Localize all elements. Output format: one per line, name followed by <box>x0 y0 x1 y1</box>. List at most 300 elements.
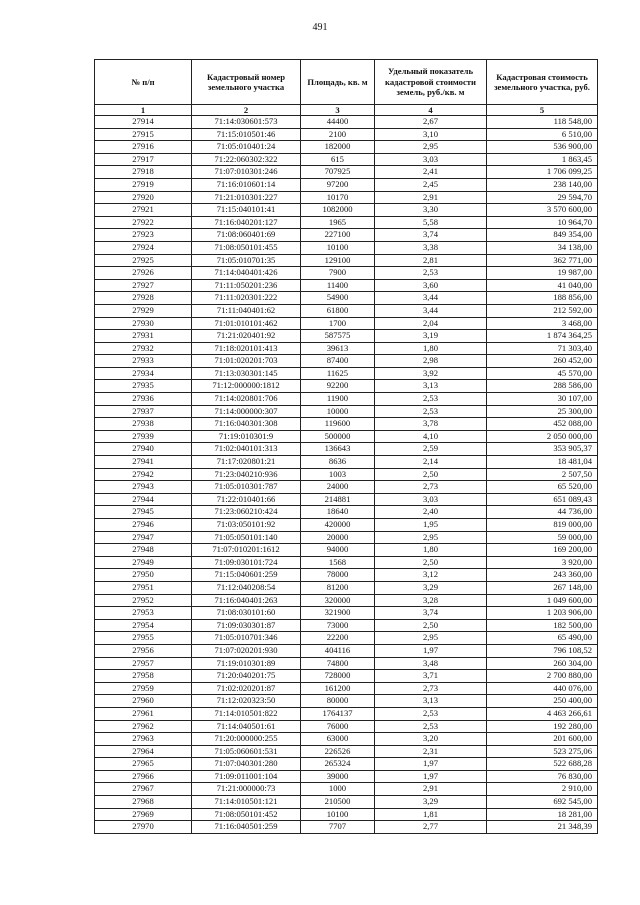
cell-unit-value: 2,91 <box>375 191 487 204</box>
cell-unit-value: 2,53 <box>375 720 487 733</box>
table-row <box>95 393 598 406</box>
cell-cadastral-number: 71:05:010701:35 <box>192 254 301 267</box>
table-row <box>95 581 598 594</box>
cell-area: 129100 <box>301 254 375 267</box>
cell-area: 1700 <box>301 317 375 330</box>
cell-cadastral-value: 440 076,00 <box>487 682 598 695</box>
cell-unit-value: 2,91 <box>375 783 487 796</box>
cell-unit-value: 3,19 <box>375 330 487 343</box>
cell-cadastral-number: 71:09:030301:87 <box>192 619 301 632</box>
cell-cadastral-number: 71:01:010101:462 <box>192 317 301 330</box>
cell-cadastral-value: 260 452,00 <box>487 355 598 368</box>
cell-unit-value: 1,80 <box>375 544 487 557</box>
cell-area: 61800 <box>301 304 375 317</box>
table-row <box>95 808 598 821</box>
cell-unit-value: 2,14 <box>375 456 487 469</box>
cell-cadastral-value: 1 049 600,00 <box>487 594 598 607</box>
cell-unit-value: 3,20 <box>375 733 487 746</box>
cell-unit-value: 2,98 <box>375 355 487 368</box>
cell-area: 321900 <box>301 607 375 620</box>
table-row <box>95 405 598 418</box>
cell-cadastral-value: 1 863,45 <box>487 153 598 166</box>
cell-cadastral-value: 169 200,00 <box>487 544 598 557</box>
cell-cadastral-value: 3 570 600,00 <box>487 204 598 217</box>
column-number-row <box>95 105 598 116</box>
cell-cadastral-number: 71:21:000000:73 <box>192 783 301 796</box>
cell-cadastral-number: 71:14:010501:121 <box>192 796 301 809</box>
cell-cadastral-number: 71:16:040401:263 <box>192 594 301 607</box>
cell-area: 39613 <box>301 342 375 355</box>
table-row <box>95 695 598 708</box>
cell-unit-value: 2,73 <box>375 682 487 695</box>
table-row <box>95 229 598 242</box>
cell-area: 11400 <box>301 279 375 292</box>
cell-cadastral-number: 71:13:030301:145 <box>192 367 301 380</box>
cell-cadastral-number: 71:08:050101:452 <box>192 808 301 821</box>
cell-index: 27951 <box>95 581 192 594</box>
table-row <box>95 770 598 783</box>
cell-index: 27916 <box>95 141 192 154</box>
cell-index: 27924 <box>95 241 192 254</box>
cell-cadastral-number: 71:21:020401:92 <box>192 330 301 343</box>
cell-index: 27969 <box>95 808 192 821</box>
cell-cadastral-number: 71:11:040401:62 <box>192 304 301 317</box>
cell-cadastral-number: 71:16:010601:14 <box>192 178 301 191</box>
cell-cadastral-value: 18 481,04 <box>487 456 598 469</box>
cell-cadastral-number: 71:19:010301:9 <box>192 430 301 443</box>
cell-area: 10170 <box>301 191 375 204</box>
cell-cadastral-number: 71:05:050101:140 <box>192 531 301 544</box>
table-row <box>95 544 598 557</box>
cell-unit-value: 3,38 <box>375 241 487 254</box>
header-unit-value: Удельный показатель кадастровой стоимости земель, руб./кв. м <box>375 60 487 105</box>
cell-index: 27946 <box>95 519 192 532</box>
cadastral-value-table <box>94 59 598 834</box>
cell-index: 27940 <box>95 443 192 456</box>
table-body <box>95 116 598 834</box>
cell-area: 81200 <box>301 581 375 594</box>
table-row <box>95 531 598 544</box>
cell-cadastral-number: 71:15:010501:46 <box>192 128 301 141</box>
cell-index: 27948 <box>95 544 192 557</box>
cell-unit-value: 3,13 <box>375 695 487 708</box>
cell-unit-value: 3,60 <box>375 279 487 292</box>
cell-unit-value: 3,28 <box>375 594 487 607</box>
table-row <box>95 657 598 670</box>
table-row <box>95 292 598 305</box>
cell-cadastral-number: 71:08:050101:455 <box>192 241 301 254</box>
table-row <box>95 380 598 393</box>
table-row <box>95 758 598 771</box>
cell-unit-value: 2,50 <box>375 619 487 632</box>
cell-cadastral-number: 71:16:040201:127 <box>192 216 301 229</box>
cell-cadastral-value: 3 920,00 <box>487 556 598 569</box>
cell-area: 1568 <box>301 556 375 569</box>
cell-area: 39000 <box>301 770 375 783</box>
cell-index: 27927 <box>95 279 192 292</box>
cell-cadastral-number: 71:12:000000:1812 <box>192 380 301 393</box>
cell-cadastral-value: 2 910,00 <box>487 783 598 796</box>
cell-area: 214881 <box>301 493 375 506</box>
cell-area: 63000 <box>301 733 375 746</box>
cell-cadastral-value: 65 490,00 <box>487 632 598 645</box>
column-number: 2 <box>192 105 301 116</box>
cell-index: 27935 <box>95 380 192 393</box>
cell-index: 27950 <box>95 569 192 582</box>
cell-cadastral-value: 192 280,00 <box>487 720 598 733</box>
cell-cadastral-value: 6 510,00 <box>487 128 598 141</box>
cell-area: 500000 <box>301 430 375 443</box>
table-row <box>95 141 598 154</box>
cell-area: 20000 <box>301 531 375 544</box>
cell-cadastral-value: 267 148,00 <box>487 581 598 594</box>
cell-unit-value: 3,30 <box>375 204 487 217</box>
cell-area: 54900 <box>301 292 375 305</box>
cell-area: 7900 <box>301 267 375 280</box>
cell-index: 27922 <box>95 216 192 229</box>
cell-cadastral-value: 3 468,00 <box>487 317 598 330</box>
cell-area: 404116 <box>301 644 375 657</box>
table-row <box>95 506 598 519</box>
cell-area: 226526 <box>301 745 375 758</box>
cell-index: 27943 <box>95 481 192 494</box>
cell-index: 27966 <box>95 770 192 783</box>
cell-area: 136643 <box>301 443 375 456</box>
cell-unit-value: 2,95 <box>375 632 487 645</box>
table-row <box>95 204 598 217</box>
cell-cadastral-number: 71:16:040301:308 <box>192 418 301 431</box>
cell-cadastral-number: 71:02:040101:313 <box>192 443 301 456</box>
cell-cadastral-number: 71:15:040101:41 <box>192 204 301 217</box>
table-row <box>95 330 598 343</box>
cell-area: 22200 <box>301 632 375 645</box>
table-row <box>95 783 598 796</box>
cell-cadastral-number: 71:23:060210:424 <box>192 506 301 519</box>
cell-cadastral-value: 2 050 000,00 <box>487 430 598 443</box>
table-row <box>95 796 598 809</box>
header-cadastral-number: Кадастровый номер земельного участка <box>192 60 301 105</box>
cell-cadastral-value: 21 348,39 <box>487 821 598 834</box>
cell-cadastral-number: 71:05:010701:346 <box>192 632 301 645</box>
cell-unit-value: 2,73 <box>375 481 487 494</box>
cell-index: 27962 <box>95 720 192 733</box>
table-row <box>95 821 598 834</box>
cell-index: 27941 <box>95 456 192 469</box>
cell-unit-value: 2,53 <box>375 267 487 280</box>
cell-index: 27930 <box>95 317 192 330</box>
cell-unit-value: 3,78 <box>375 418 487 431</box>
cell-index: 27964 <box>95 745 192 758</box>
cell-cadastral-number: 71:08:030101:60 <box>192 607 301 620</box>
cell-cadastral-number: 71:20:000000:255 <box>192 733 301 746</box>
cell-cadastral-number: 71:03:050101:92 <box>192 519 301 532</box>
column-number: 1 <box>95 105 192 116</box>
cell-unit-value: 2,67 <box>375 116 487 129</box>
cell-area: 728000 <box>301 670 375 683</box>
cell-index: 27938 <box>95 418 192 431</box>
cell-cadastral-value: 44 736,00 <box>487 506 598 519</box>
cell-unit-value: 3,74 <box>375 607 487 620</box>
cell-cadastral-number: 71:11:050201:236 <box>192 279 301 292</box>
cell-index: 27925 <box>95 254 192 267</box>
cell-area: 87400 <box>301 355 375 368</box>
cell-index: 27953 <box>95 607 192 620</box>
cell-cadastral-number: 71:23:040210:936 <box>192 468 301 481</box>
table-row <box>95 317 598 330</box>
cell-cadastral-number: 71:02:020201:87 <box>192 682 301 695</box>
table-row <box>95 355 598 368</box>
cell-cadastral-value: 18 281,00 <box>487 808 598 821</box>
cell-unit-value: 5,58 <box>375 216 487 229</box>
cell-cadastral-value: 796 108,52 <box>487 644 598 657</box>
cell-index: 27920 <box>95 191 192 204</box>
table-row <box>95 254 598 267</box>
cell-cadastral-value: 651 089,43 <box>487 493 598 506</box>
column-number: 3 <box>301 105 375 116</box>
cell-area: 2100 <box>301 128 375 141</box>
cell-cadastral-number: 71:12:040208:54 <box>192 581 301 594</box>
cell-cadastral-value: 34 138,00 <box>487 241 598 254</box>
cell-cadastral-value: 288 586,00 <box>487 380 598 393</box>
cell-cadastral-value: 76 830,00 <box>487 770 598 783</box>
cell-area: 24000 <box>301 481 375 494</box>
cell-unit-value: 3,74 <box>375 229 487 242</box>
cell-cadastral-value: 819 000,00 <box>487 519 598 532</box>
table-row <box>95 481 598 494</box>
cell-cadastral-value: 692 545,00 <box>487 796 598 809</box>
table-row <box>95 279 598 292</box>
table-row <box>95 116 598 129</box>
cell-cadastral-number: 71:14:030601:573 <box>192 116 301 129</box>
cell-index: 27928 <box>95 292 192 305</box>
cell-cadastral-value: 59 000,00 <box>487 531 598 544</box>
cell-index: 27939 <box>95 430 192 443</box>
cell-cadastral-number: 71:05:060601:531 <box>192 745 301 758</box>
cell-cadastral-value: 238 140,00 <box>487 178 598 191</box>
cell-cadastral-number: 71:05:010301:787 <box>192 481 301 494</box>
cell-area: 1003 <box>301 468 375 481</box>
cell-unit-value: 3,44 <box>375 304 487 317</box>
cell-area: 10100 <box>301 808 375 821</box>
cell-cadastral-number: 71:09:011001:104 <box>192 770 301 783</box>
cell-index: 27955 <box>95 632 192 645</box>
cell-cadastral-value: 118 548,00 <box>487 116 598 129</box>
cell-unit-value: 3,03 <box>375 153 487 166</box>
cell-area: 94000 <box>301 544 375 557</box>
cell-cadastral-value: 1 203 906,00 <box>487 607 598 620</box>
table-row <box>95 594 598 607</box>
cell-unit-value: 2,77 <box>375 821 487 834</box>
cell-index: 27947 <box>95 531 192 544</box>
cell-area: 161200 <box>301 682 375 695</box>
cell-cadastral-value: 10 964,70 <box>487 216 598 229</box>
cell-cadastral-value: 4 463 266,61 <box>487 707 598 720</box>
cell-unit-value: 3,03 <box>375 493 487 506</box>
cell-index: 27929 <box>95 304 192 317</box>
cell-index: 27923 <box>95 229 192 242</box>
table-row <box>95 430 598 443</box>
cell-cadastral-value: 29 594,70 <box>487 191 598 204</box>
cell-cadastral-value: 353 905,37 <box>487 443 598 456</box>
cell-cadastral-value: 71 303,40 <box>487 342 598 355</box>
cell-unit-value: 1,97 <box>375 758 487 771</box>
cell-index: 27954 <box>95 619 192 632</box>
cell-index: 27944 <box>95 493 192 506</box>
cell-unit-value: 2,53 <box>375 393 487 406</box>
table-row <box>95 367 598 380</box>
cell-area: 78000 <box>301 569 375 582</box>
cell-cadastral-value: 260 304,00 <box>487 657 598 670</box>
cell-cadastral-number: 71:14:020801:706 <box>192 393 301 406</box>
table-row <box>95 745 598 758</box>
cell-area: 18640 <box>301 506 375 519</box>
table-row <box>95 493 598 506</box>
cell-cadastral-value: 41 040,00 <box>487 279 598 292</box>
cell-area: 265324 <box>301 758 375 771</box>
table-row <box>95 342 598 355</box>
cell-area: 615 <box>301 153 375 166</box>
cell-cadastral-value: 188 856,00 <box>487 292 598 305</box>
cell-unit-value: 3,10 <box>375 128 487 141</box>
cell-area: 10100 <box>301 241 375 254</box>
table-row <box>95 166 598 179</box>
cell-cadastral-number: 71:22:060302:322 <box>192 153 301 166</box>
cell-unit-value: 2,31 <box>375 745 487 758</box>
cell-cadastral-number: 71:07:040301:280 <box>192 758 301 771</box>
cell-index: 27949 <box>95 556 192 569</box>
cell-cadastral-number: 71:15:040601:259 <box>192 569 301 582</box>
cell-cadastral-number: 71:14:040401:426 <box>192 267 301 280</box>
cell-cadastral-value: 19 987,00 <box>487 267 598 280</box>
cell-cadastral-value: 1 874 364,25 <box>487 330 598 343</box>
cell-area: 1082000 <box>301 204 375 217</box>
cell-unit-value: 2,41 <box>375 166 487 179</box>
cell-index: 27961 <box>95 707 192 720</box>
cell-unit-value: 1,97 <box>375 770 487 783</box>
cell-index: 27963 <box>95 733 192 746</box>
cell-index: 27931 <box>95 330 192 343</box>
cell-unit-value: 1,80 <box>375 342 487 355</box>
cell-unit-value: 1,81 <box>375 808 487 821</box>
cell-area: 10000 <box>301 405 375 418</box>
table-row <box>95 670 598 683</box>
table-row <box>95 682 598 695</box>
cell-cadastral-value: 522 688,28 <box>487 758 598 771</box>
cell-cadastral-number: 71:14:000000:307 <box>192 405 301 418</box>
cell-unit-value: 3,29 <box>375 796 487 809</box>
cell-cadastral-value: 243 360,00 <box>487 569 598 582</box>
cell-area: 1764137 <box>301 707 375 720</box>
cell-area: 420000 <box>301 519 375 532</box>
cell-cadastral-value: 25 300,00 <box>487 405 598 418</box>
table-row <box>95 456 598 469</box>
cell-index: 27967 <box>95 783 192 796</box>
cell-area: 320000 <box>301 594 375 607</box>
header-row <box>95 60 598 105</box>
cell-cadastral-number: 71:22:010401:66 <box>192 493 301 506</box>
cell-area: 119600 <box>301 418 375 431</box>
cell-unit-value: 2,50 <box>375 556 487 569</box>
table-row <box>95 733 598 746</box>
column-number: 4 <box>375 105 487 116</box>
cell-cadastral-number: 71:14:010501:822 <box>192 707 301 720</box>
cell-area: 182000 <box>301 141 375 154</box>
cell-index: 27970 <box>95 821 192 834</box>
cell-index: 27914 <box>95 116 192 129</box>
cell-cadastral-value: 1 706 099,25 <box>487 166 598 179</box>
cell-index: 27921 <box>95 204 192 217</box>
cell-cadastral-number: 71:07:010301:246 <box>192 166 301 179</box>
cell-cadastral-value: 523 275,06 <box>487 745 598 758</box>
table-row <box>95 468 598 481</box>
cell-cadastral-value: 2 507,50 <box>487 468 598 481</box>
cell-unit-value: 2,04 <box>375 317 487 330</box>
cell-area: 11900 <box>301 393 375 406</box>
cell-index: 27968 <box>95 796 192 809</box>
cell-area: 76000 <box>301 720 375 733</box>
cell-cadastral-value: 849 354,00 <box>487 229 598 242</box>
table-row <box>95 178 598 191</box>
table-row <box>95 519 598 532</box>
cell-cadastral-number: 71:09:030101:724 <box>192 556 301 569</box>
cell-cadastral-number: 71:19:010301:89 <box>192 657 301 670</box>
cell-unit-value: 3,12 <box>375 569 487 582</box>
cell-area: 1000 <box>301 783 375 796</box>
cell-index: 27937 <box>95 405 192 418</box>
table-row <box>95 191 598 204</box>
cell-cadastral-number: 71:21:010301:227 <box>192 191 301 204</box>
cell-index: 27918 <box>95 166 192 179</box>
cell-index: 27965 <box>95 758 192 771</box>
cell-unit-value: 1,97 <box>375 644 487 657</box>
cell-index: 27926 <box>95 267 192 280</box>
cell-unit-value: 4,10 <box>375 430 487 443</box>
cell-area: 11625 <box>301 367 375 380</box>
cell-cadastral-number: 71:17:020801:21 <box>192 456 301 469</box>
cell-cadastral-number: 71:12:020323:50 <box>192 695 301 708</box>
table-row <box>95 216 598 229</box>
cell-unit-value: 3,48 <box>375 657 487 670</box>
cell-area: 227100 <box>301 229 375 242</box>
cell-cadastral-value: 45 570,00 <box>487 367 598 380</box>
cell-area: 73000 <box>301 619 375 632</box>
cell-unit-value: 3,29 <box>375 581 487 594</box>
cell-index: 27956 <box>95 644 192 657</box>
cell-cadastral-value: 250 400,00 <box>487 695 598 708</box>
cell-area: 7707 <box>301 821 375 834</box>
cell-unit-value: 2,95 <box>375 531 487 544</box>
table-row <box>95 267 598 280</box>
page-number: 491 <box>312 22 328 33</box>
cell-area: 97200 <box>301 178 375 191</box>
cell-index: 27917 <box>95 153 192 166</box>
cell-unit-value: 2,40 <box>375 506 487 519</box>
cell-cadastral-value: 536 900,00 <box>487 141 598 154</box>
header-area: Площадь, кв. м <box>301 60 375 105</box>
cell-cadastral-value: 362 771,00 <box>487 254 598 267</box>
cell-cadastral-value: 2 700 880,00 <box>487 670 598 683</box>
cell-area: 80000 <box>301 695 375 708</box>
cell-unit-value: 2,50 <box>375 468 487 481</box>
cell-unit-value: 2,81 <box>375 254 487 267</box>
cell-cadastral-value: 30 107,00 <box>487 393 598 406</box>
table-row <box>95 153 598 166</box>
cell-index: 27952 <box>95 594 192 607</box>
cell-index: 27933 <box>95 355 192 368</box>
cell-area: 92200 <box>301 380 375 393</box>
table-row <box>95 241 598 254</box>
cell-index: 27936 <box>95 393 192 406</box>
